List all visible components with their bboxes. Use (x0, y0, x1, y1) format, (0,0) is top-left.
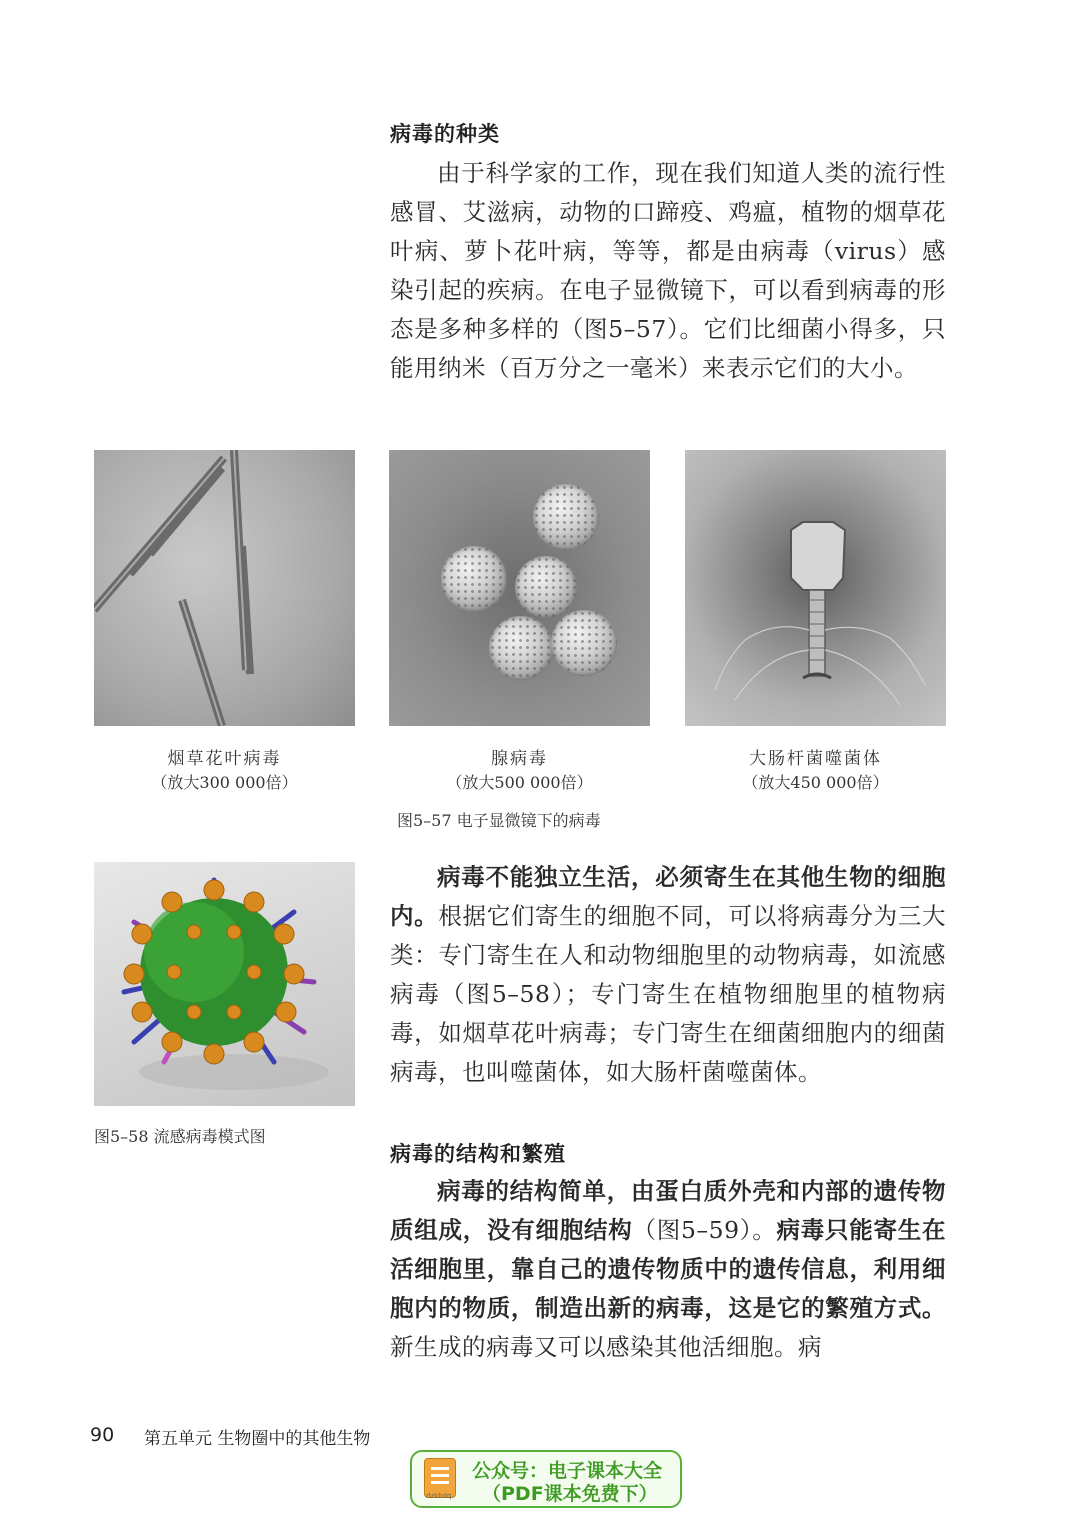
paragraph-virus-classification-rest: 根据它们寄生的细胞不同，可以将病毒分为三大类：专门寄生在人和动物细胞里的动物病毒，如流感病毒（图5–58）；专门寄生在植物细胞里的植物病毒，如烟草花叶病毒；专门寄生在细菌细胞内的细菌病毒，也叫噬菌体，如大肠杆菌噬菌体。 (390, 902, 947, 1086)
paragraph-virus-types: 由于科学家的工作，现在我们知道人类的流行性感冒、艾滋病，动物的口蹄疫、鸡瘟，植物的烟草花叶病、萝卜花叶病，等等，都是由病毒（virus）感染引起的疾病。在电子显微镜下，可以看到病毒的形态是多种多样的（图5–57）。它们比细菌小得多，只能用纳米（百万分之一毫米）来表示它们的大小。 (390, 159, 946, 382)
section-heading-structure-reproduction: 病毒的结构和繁殖 (390, 1142, 566, 1166)
watermark-line-1: 公众号：电子课本大全 (472, 1460, 663, 1482)
paragraph-virus-classification (390, 858, 946, 1092)
influenza-virus-model-image (94, 862, 355, 1106)
caption-tmv-name: 烟草花叶病毒 (167, 749, 282, 769)
tmv-rods (94, 450, 355, 726)
paragraph-virus-classification-bold: 病毒不能独立生活，必须寄生在其他生物的细胞内。 (390, 863, 946, 930)
caption-adenovirus-name: 腺病毒 (491, 749, 548, 769)
watermark-icon-text: dzkbdq (426, 1492, 452, 1500)
figure-5-57-title: 图5–57 电子显微镜下的病毒 (397, 811, 601, 830)
structure-bold-2: 病毒只能寄生在活细胞里，靠自己的遗传物质中的遗传信息，利用细胞内的物质，制造出新的病毒，这是它的繁殖方式。 (390, 1216, 946, 1322)
figure-5-58-title: 图5–58 流感病毒模式图 (94, 1127, 266, 1146)
bacteriophage-micrograph (685, 450, 946, 726)
caption-tmv-magnification: （放大300 000倍） (151, 773, 298, 792)
structure-bold-1: 病毒的结构简单，由蛋白质外壳和内部的遗传物质组成，没有细胞结构 (390, 1177, 946, 1244)
unit-title: 第五单元 生物圈中的其他生物 (144, 1429, 371, 1449)
adenovirus-micrograph (389, 450, 650, 726)
caption-phage-magnification: （放大450 000倍） (742, 773, 889, 792)
watermark-badge (410, 1450, 682, 1508)
structure-rest: 新生成的病毒又可以感染其他活细胞。病 (390, 1333, 822, 1361)
caption-adenovirus-magnification: （放大500 000倍） (446, 773, 593, 792)
section-heading-virus-types: 病毒的种类 (390, 122, 500, 146)
watermark-line-2: （PDF课本免费下） (482, 1483, 658, 1505)
page-number: 90 (90, 1424, 115, 1446)
paragraph-structure-reproduction (390, 1172, 946, 1367)
caption-phage-name: 大肠杆菌噬菌体 (749, 749, 882, 769)
structure-figure-ref: （图5–59）。 (632, 1216, 777, 1244)
